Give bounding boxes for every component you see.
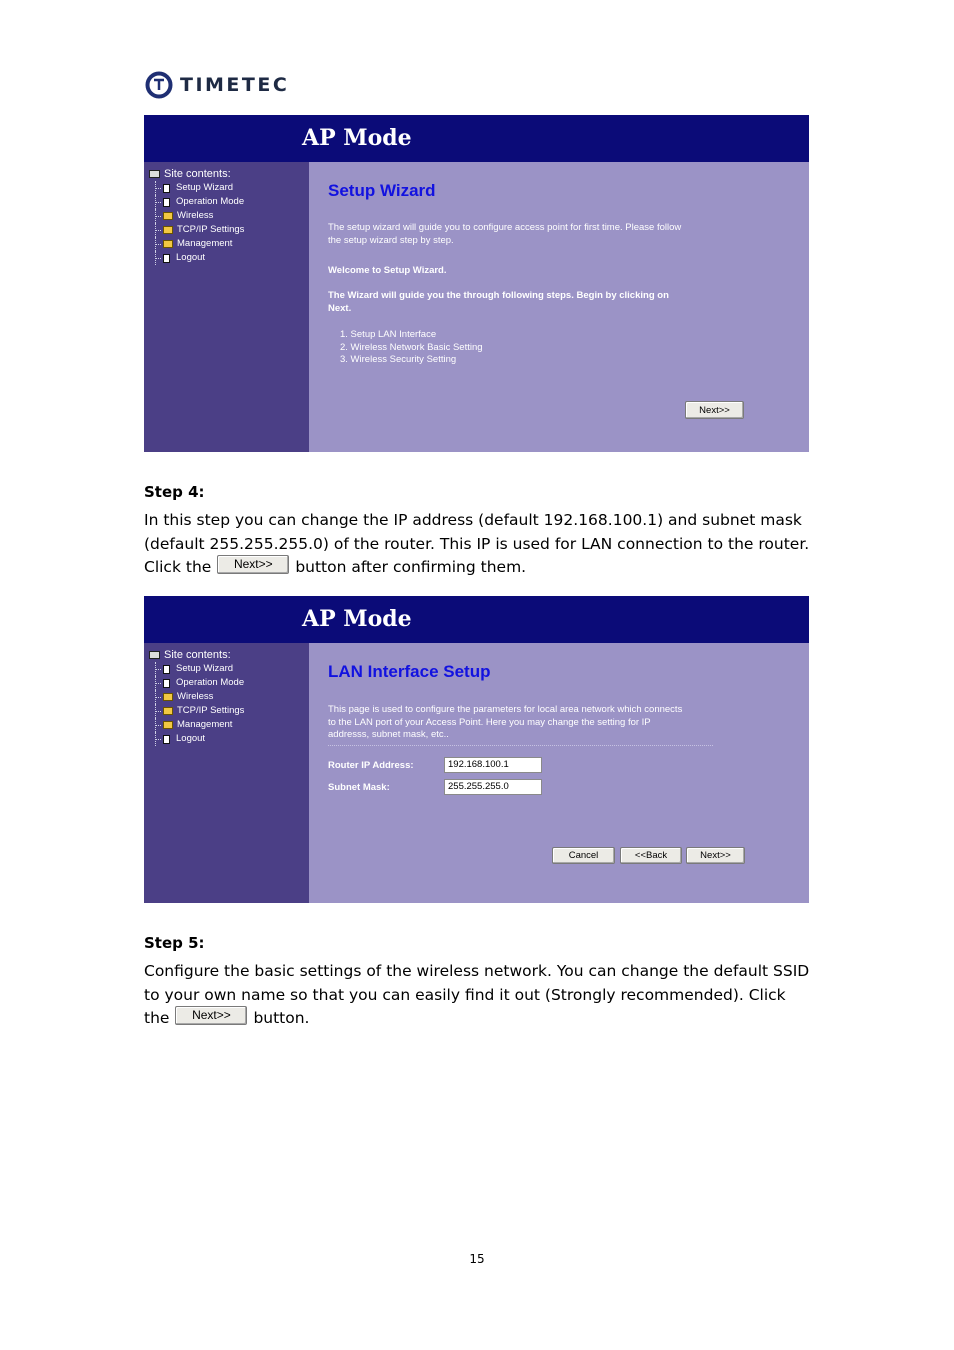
site-tree [149, 648, 244, 746]
site-contents-sidebar [144, 643, 309, 903]
subnet-mask-input[interactable]: 255.255.255.0 [444, 779, 542, 795]
doc-icon [163, 665, 170, 674]
sidebar-item-logout[interactable]: Logout [149, 251, 244, 265]
lan-interface-description: This page is used to configure the parameters for local area network which connects to the LAN port of your Access Point. Here you may change the setting for IP addresss, subnet mask, etc.. [328, 704, 683, 740]
next-button[interactable]: Next>> [685, 401, 744, 419]
sidebar-item-operation-mode[interactable]: Operation Mode [149, 195, 244, 209]
folder-icon [163, 226, 173, 234]
next-button-illustration: Next>> [175, 1006, 247, 1025]
divider [328, 745, 713, 746]
list-item: 3. Wireless Security Setting [340, 354, 457, 365]
sidebar-item-wireless[interactable]: Wireless [149, 209, 244, 223]
folder-icon [163, 721, 173, 729]
setup-wizard-screenshot [144, 115, 809, 452]
doc-icon [163, 198, 170, 207]
wizard-steps-list [340, 329, 483, 367]
step5-heading: Step 5: [144, 934, 205, 952]
router-ip-label: Router IP Address: [328, 760, 414, 771]
ap-mode-header [144, 596, 809, 643]
site-contents-sidebar [144, 162, 309, 452]
sidebar-item-tcpip-settings[interactable]: TCP/IP Settings [149, 704, 244, 718]
setup-wizard-content [309, 162, 809, 452]
folder-icon [163, 693, 173, 701]
sidebar-item-wireless[interactable]: Wireless [149, 690, 244, 704]
folder-icon [163, 212, 173, 220]
site-contents-root[interactable]: Site contents: [149, 648, 244, 662]
setup-wizard-title: Setup Wizard [328, 181, 436, 200]
step4-paragraph: In this step you can change the IP address (default 192.168.100.1) and subnet mask (default 255.255.255.0) of the router. This IP is used for LAN connection to the router. Click the Next>> button after confirming them. [144, 511, 810, 576]
list-item: 1. Setup LAN Interface [340, 329, 437, 340]
wizard-intro: The setup wizard will guide you to configure access point for first time. Please follow the setup wizard step by step. [328, 222, 682, 246]
list-item: 2. Wireless Network Basic Setting [340, 341, 483, 353]
ap-mode-header [144, 115, 809, 162]
logo-ring-icon [145, 71, 173, 99]
logo-text: TIMETEC [180, 74, 290, 96]
folder-icon [163, 707, 173, 715]
lan-interface-title: LAN Interface Setup [328, 662, 491, 681]
router-ip-input[interactable]: 192.168.100.1 [444, 757, 542, 773]
lan-interface-screenshot [144, 596, 809, 903]
site-tree [149, 167, 244, 265]
cancel-button[interactable]: Cancel [552, 847, 615, 864]
doc-icon [163, 184, 170, 193]
doc-icon [163, 254, 170, 263]
timetec-logo [145, 68, 289, 102]
sidebar-item-management[interactable]: Management [149, 718, 244, 732]
back-button[interactable]: <<Back [620, 847, 682, 864]
sidebar-item-setup-wizard[interactable]: Setup Wizard [149, 662, 244, 676]
sidebar-item-management[interactable]: Management [149, 237, 244, 251]
lan-interface-content [309, 643, 809, 903]
site-contents-root[interactable]: Site contents: [149, 167, 244, 181]
doc-icon [163, 735, 170, 744]
wizard-guide: The Wizard will guide you the through following steps. Begin by clicking on Next. [328, 290, 669, 314]
next-button[interactable]: Next>> [686, 847, 745, 864]
sidebar-item-logout[interactable]: Logout [149, 732, 244, 746]
ap-mode-title: AP Mode [302, 606, 412, 632]
sidebar-item-setup-wizard[interactable]: Setup Wizard [149, 181, 244, 195]
next-button-illustration: Next>> [217, 555, 289, 574]
sidebar-item-tcpip-settings[interactable]: TCP/IP Settings [149, 223, 244, 237]
wizard-welcome: Welcome to Setup Wizard. [328, 265, 447, 276]
folder-icon [163, 240, 173, 248]
computer-icon [149, 651, 160, 659]
doc-icon [163, 679, 170, 688]
step5-paragraph: Configure the basic settings of the wireless network. You can change the default SSID to your own name so that you can easily find it out (Strongly recommended). Click the Next>> button. [144, 962, 810, 1027]
step4-heading: Step 4: [144, 483, 205, 501]
page-number: 15 [469, 1252, 485, 1266]
sidebar-item-operation-mode[interactable]: Operation Mode [149, 676, 244, 690]
ap-mode-title: AP Mode [302, 125, 412, 151]
subnet-mask-label: Subnet Mask: [328, 782, 390, 793]
computer-icon [149, 170, 160, 178]
